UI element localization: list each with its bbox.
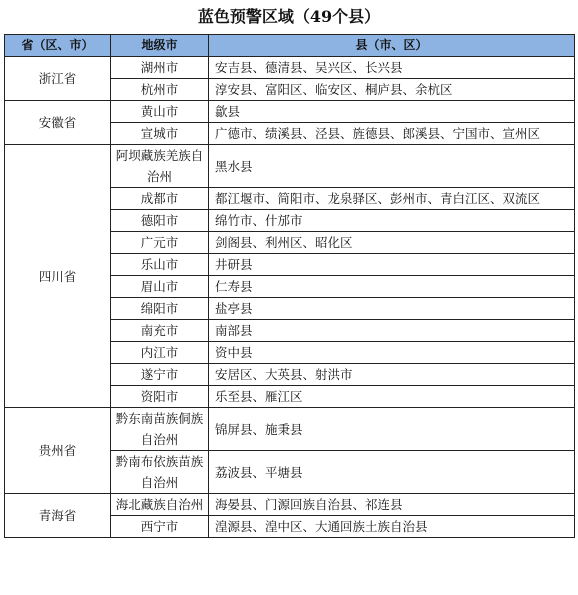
county-list-cell: 资中县: [209, 342, 575, 364]
county-list-cell: 安居区、大英县、射洪市: [209, 364, 575, 386]
city-cell: 内江市: [111, 342, 209, 364]
county-list-cell: 安吉县、德清县、吴兴区、长兴县: [209, 57, 575, 79]
city-cell: 黄山市: [111, 101, 209, 123]
city-cell: 广元市: [111, 232, 209, 254]
city-cell: 资阳市: [111, 386, 209, 408]
county-list-cell: 淳安县、富阳区、临安区、桐庐县、余杭区: [209, 79, 575, 101]
province-cell: 四川省: [5, 145, 111, 408]
header-province: 省（区、市）: [5, 35, 111, 57]
city-cell: 成都市: [111, 188, 209, 210]
county-list-cell: 乐至县、雁江区: [209, 386, 575, 408]
table-row: [5, 57, 575, 79]
city-cell: 眉山市: [111, 276, 209, 298]
page-title: 蓝色预警区域（49个县）: [197, 7, 381, 26]
table-row: [5, 145, 575, 188]
table-body: [5, 57, 575, 538]
county-list-cell: 盐亭县: [209, 298, 575, 320]
county-list-cell: 广德市、绩溪县、泾县、旌德县、郎溪县、宁国市、宣州区: [209, 123, 575, 145]
table-header-row: [5, 35, 575, 57]
header-county: 县（市、区）: [209, 35, 575, 57]
city-cell: 湖州市: [111, 57, 209, 79]
province-cell: 贵州省: [5, 408, 111, 494]
city-cell: 宣城市: [111, 123, 209, 145]
county-list-cell: 都江堰市、简阳市、龙泉驿区、彭州市、青白江区、双流区: [209, 188, 575, 210]
header-city: 地级市: [111, 35, 209, 57]
county-list-cell: 仁寿县: [209, 276, 575, 298]
city-cell: 遂宁市: [111, 364, 209, 386]
province-cell: 浙江省: [5, 57, 111, 101]
county-list-cell: 海晏县、门源回族自治县、祁连县: [209, 494, 575, 516]
county-list-cell: 南部县: [209, 320, 575, 342]
city-cell: 绵阳市: [111, 298, 209, 320]
city-cell: 西宁市: [111, 516, 209, 538]
county-list-cell: 锦屏县、施秉县: [209, 408, 575, 451]
city-cell: 阿坝藏族羌族自治州: [111, 145, 209, 188]
county-list-cell: 绵竹市、什邡市: [209, 210, 575, 232]
county-list-cell: 歙县: [209, 101, 575, 123]
county-list-cell: 剑阁县、利州区、昭化区: [209, 232, 575, 254]
table-row: [5, 408, 575, 451]
city-cell: 海北藏族自治州: [111, 494, 209, 516]
table-row: [5, 494, 575, 516]
province-cell: 安徽省: [5, 101, 111, 145]
county-list-cell: 荔波县、平塘县: [209, 451, 575, 494]
county-list-cell: 湟源县、湟中区、大通回族土族自治县: [209, 516, 575, 538]
county-list-cell: 黑水县: [209, 145, 575, 188]
city-cell: 杭州市: [111, 79, 209, 101]
county-list-cell: 井研县: [209, 254, 575, 276]
city-cell: 黔南布依族苗族自治州: [111, 451, 209, 494]
city-cell: 德阳市: [111, 210, 209, 232]
city-cell: 乐山市: [111, 254, 209, 276]
warning-region-table: [4, 34, 575, 538]
province-cell: 青海省: [5, 494, 111, 538]
table-row: [5, 101, 575, 123]
city-cell: 南充市: [111, 320, 209, 342]
city-cell: 黔东南苗族侗族自治州: [111, 408, 209, 451]
